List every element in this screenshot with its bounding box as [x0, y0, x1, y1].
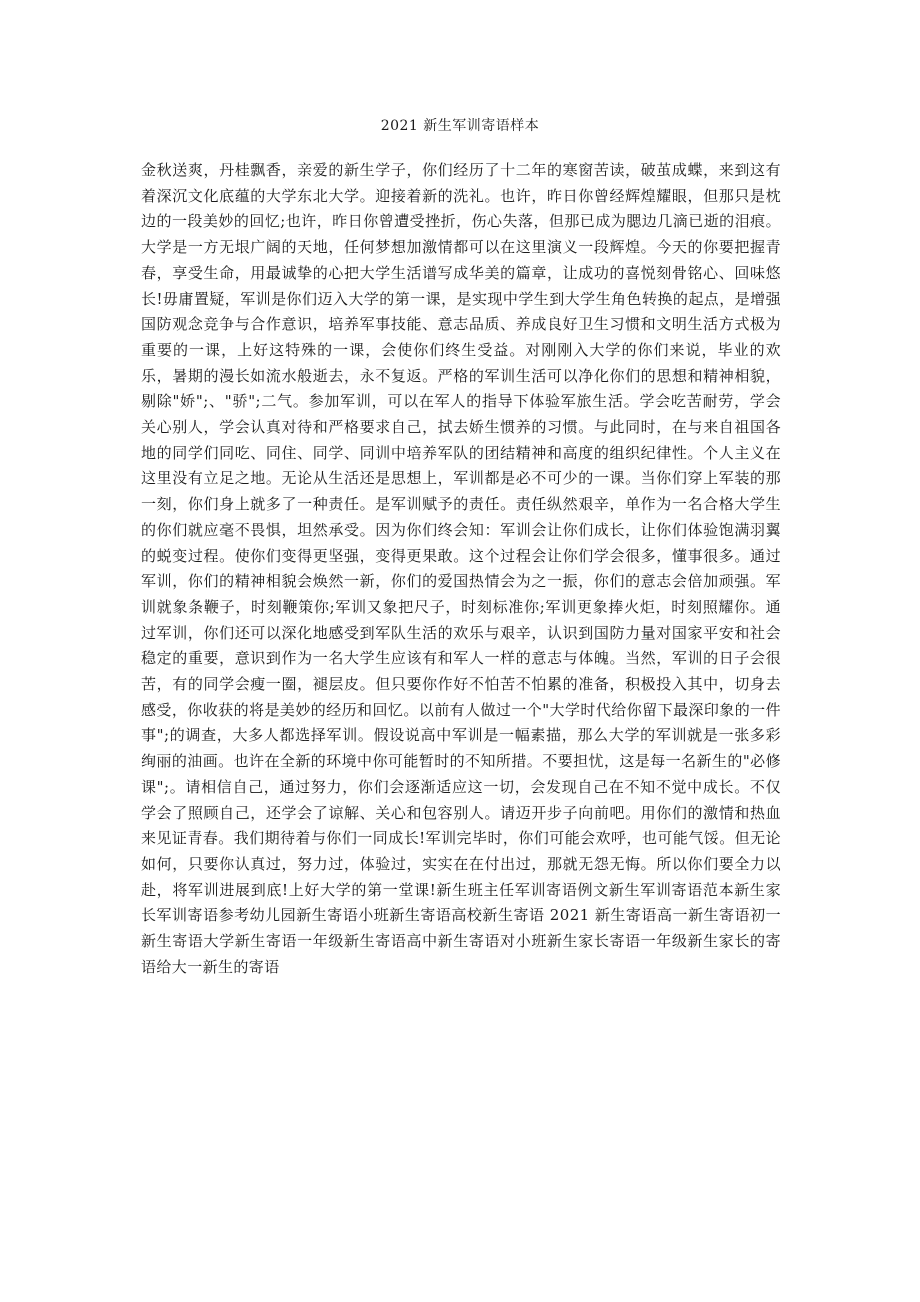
document-title: 2021 新生军训寄语样本: [380, 118, 540, 134]
document-body: 金秋送爽，丹桂飘香，亲爱的新生学子，你们经历了十二年的寒窗苦读，破茧成蝶，来到这有着深沉文化底蕴的大学东北大学。迎接着新的洗礼。也许，昨日你曾经辉煌耀眼，但那只是枕边的一段美妙的回忆;也许，昨日你曾遭受挫折，伤心失落，但那已成为腮边几滴已逝的泪痕。大学是一方无垠广阔的天地，任何梦想加激情都可以在这里演义一段辉煌。今天的你要把握青春，享受生命，用最诚挚的心把大学生活谱写成华美的篇章，让成功的喜悦刻骨铭心、回味悠长!毋庸置疑，军训是你们迈入大学的第一课，是实现中学生到大学生角色转换的起点，是增强国防观念竞争与合作意识，培养军事技能、意志品质、养成良好卫生习惯和文明生活方式极为重要的一课，上好这特殊的一课，会使你们终生受益。对刚刚入大学的你们来说，毕业的欢乐，暑期的漫长如流水般逝去，永不复返。严格的军训生活可以净化你们的思想和精神相貌，剔除"娇";、"骄";二气。参加军训，可以在军人的指导下体验军旅生活。学会吃苦耐劳，学会关心别人，学会认真对待和严格要求自己，拭去娇生惯养的习惯。与此同时，在与来自祖国各地的同学们同吃、同住、同学、同训中培养军队的团结精神和高度的组织纪律性。个人主义在这里没有立足之地。无论从生活还是思想上，军训都是必不可少的一课。当你们穿上军装的那一刻，你们身上就多了一种责任。是军训赋予的责任。责任纵然艰辛，单作为一名合格大学生的你们就应毫不畏惧，坦然承受。因为你们终会知：军训会让你们成长，让你们体验饱满羽翼的蜕变过程。使你们变得更坚强，变得更果敢。这个过程会让你们学会很多，懂事很多。通过军训，你们的精神相貌会焕然一新，你们的爱国热情会为之一振，你们的意志会倍加顽强。军训就象条鞭子，时刻鞭策你;军训又象把尺子，时刻标准你;军训更象捧火炬，时刻照耀你。通过军训，你们还可以深化地感受到军队生活的欢乐与艰辛，认识到国防力量对国家平安和社会稳定的重要，意识到作为一名大学生应该有和军人一样的意志与体魄。当然，军训的日子会很苦，有的同学会瘦一圈，褪层皮。但只要你作好不怕苦不怕累的准备，积极投入其中，切身去感受，你收获的将是美妙的经历和回忆。以前有人做过一个"大学时代给你留下最深印象的一件事";的调查，大多人都选择军训。假设说高中军训是一幅素描，那么大学的军训就是一张多彩绚丽的油画。也许在全新的环境中你可能暂时的不知所措。不要担忧，这是每一名新生的"必修课";。请相信自己，通过努力，你们会逐渐适应这一切，会发现自己在不知不觉中成长。不仅学会了照顾自己，还学会了谅解、关心和包容别人。请迈开步子向前吧。用你们的激情和热血来见证青春。我们期待着与你们一同成长!军训完毕时，你们可能会欢呼，也可能气馁。但无论如何，只要你认真过，努力过，体验过，实实在在付出过，那就无怨无悔。所以你们要全力以赴，将军训进展到底!上好大学的第一堂课!新生班主任军训寄语例文新生军训寄语范本新生家长军训寄语参考幼儿园新生寄语小班新生寄语高校新生寄语 2021 新生寄语高一新生寄语初一新生寄语大学新生寄语一年级新生寄语高中新生寄语对小班新生家长寄语一年级新生家长的寄语给大一新生的寄语: [141, 161, 781, 976]
